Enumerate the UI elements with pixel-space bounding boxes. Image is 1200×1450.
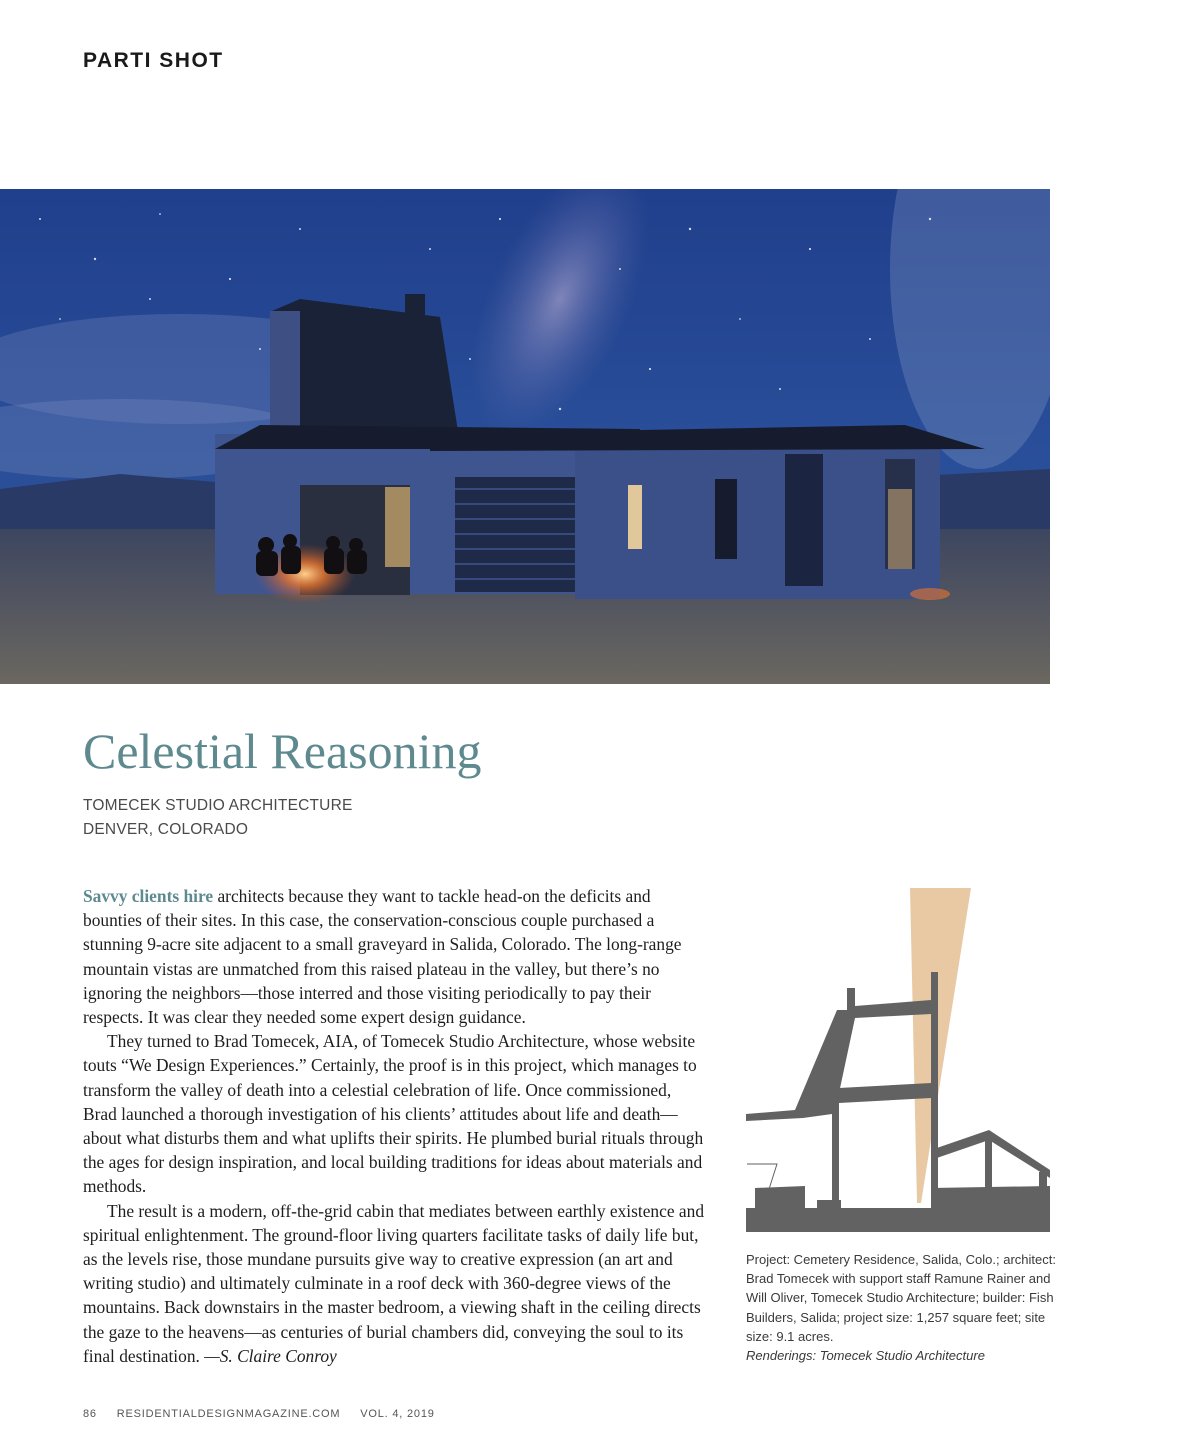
lead-in: Savvy clients hire	[83, 886, 214, 906]
article-title: Celestial Reasoning	[83, 723, 482, 779]
paragraph-1-text: architects because they want to tackle head-on the deficits and bounties of their sites. In this case, the conservation-conscious couple purchased a stunning 9-acre site adjacent to a small graveyard in Salida, Colorado. The long-range mountain vistas are unmatched from this raised plateau in the valley, but there’s no ignoring the neighbors—those interred and those visiting periodically to pay their respects. It was clear they needed some expert design guidance.	[83, 886, 682, 1028]
byline: —S. Claire Conroy	[204, 1345, 337, 1366]
caption-credit: Renderings: Tomecek Studio Architecture	[746, 1348, 985, 1364]
page-footer	[83, 1408, 451, 1420]
footer-website: RESIDENTIALDESIGNMAGAZINE.COM	[116, 1408, 341, 1420]
paragraph-2: They turned to Brad Tomecek, AIA, of Tomecek Studio Architecture, whose website touts “We Design Experiences.” Certainly, the proof is in this project, which manages to transform the valley of death into a celestial celebration of life. Once commissioned, Brad launched a thorough investigation of his clients’ attitudes about life and death—about what disturbs them and what uplifts their spirits. He plumbed burial rituals through the ages for design inspiration, and local building traditions for ideas about materials and methods.	[83, 1031, 704, 1197]
footer-volume: VOL. 4, 2019	[360, 1408, 435, 1420]
firm-credit	[83, 794, 353, 842]
hero-rendering	[0, 189, 1050, 684]
article-body	[83, 884, 705, 1368]
firm-name: TOMECEK STUDIO ARCHITECTURE	[83, 797, 353, 814]
page-number: 86	[83, 1408, 97, 1420]
firm-location: DENVER, COLORADO	[83, 821, 249, 838]
night-sky-cabin-image	[0, 189, 1050, 684]
section-diagram	[745, 888, 1051, 1235]
section-label: PARTI SHOT	[83, 49, 224, 72]
building-section-drawing	[745, 888, 1051, 1235]
project-caption	[746, 1250, 1066, 1365]
paragraph-3-text: The result is a modern, off-the-grid cabin that mediates between earthly existence and spiritual enlightenment. The ground-floor living quarters facilitate tasks of daily life but, as the levels rise, those mundane pursuits give way to creative expression (an art and writing studio) and ultimately culminate in a roof deck with 360-degree views of the mountains. Back downstairs in the master bedroom, a viewing shaft in the ceiling directs the gaze to the heavens—as centuries of burial chambers did, conveying the soul to its final destination.	[83, 1200, 705, 1366]
paragraph-1	[83, 884, 705, 1029]
caption-text: Project: Cemetery Residence, Salida, Colo.; architect: Brad Tomecek with support staff Ramune Rainer and Will Oliver, Tomecek Studio Architecture; builder: Fish Builders, Salida; project size: 1,257 square feet; site size: 9.1 acres.	[746, 1252, 1056, 1344]
paragraph-3	[83, 1199, 705, 1368]
